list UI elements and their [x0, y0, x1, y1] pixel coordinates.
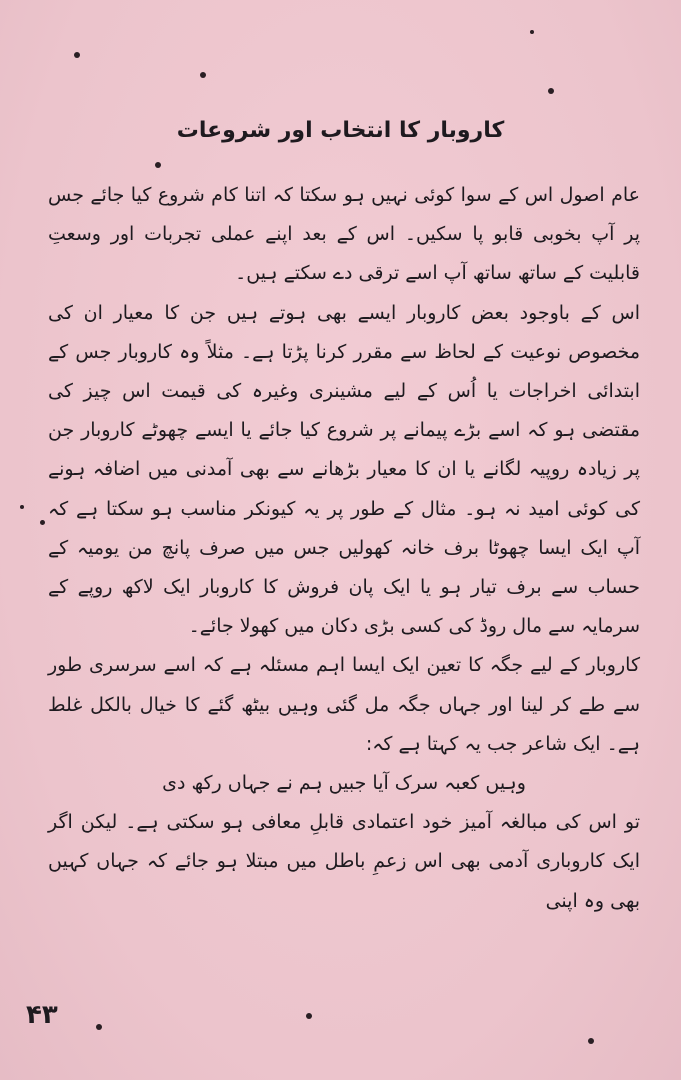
ink-speck — [306, 1013, 312, 1019]
paragraph: اس کے باوجود بعض کاروبار ایسے بھی ہوتے ہیں جن کا معیار ان کی مخصوص نوعیت کے لحاظ سے مقرر کرنا پڑتا ہے۔ مثلاً وہ کاروبار جس کے ابتدائی اخراجات یا اُس کے لیے مشینری وغیرہ کی قیمت اس چیز کی مقتضی ہو کہ اسے بڑے پیمانے پر شروع کیا جائے یا ایسے چھوٹے کاروبار جن پر زیادہ روپیہ لگانے یا ان کا معیار بڑھانے سے بھی آمدنی میں اضافہ ہونے کی کوئی امید نہ ہو۔ مثال کے طور پر یہ کیونکر مناسب ہو سکتا ہے کہ آپ ایک ایسا چھوٹا برف خانہ کھولیں جس میں صرف پانچ من یومیہ کے حساب سے برف تیار ہو یا ایک پان فروش کا کاروبار ایک لاکھ روپے کے سرمایہ سے مال روڈ کی کسی بڑی دکان میں کھولا جائے۔ — [48, 301, 640, 638]
page-number: ۴۳ — [26, 1000, 58, 1030]
ink-speck — [20, 505, 24, 509]
paragraph: عام اصول اس کے سوا کوئی نہیں ہو سکتا کہ اتنا کام شروع کیا جائے جس پر آپ بخوبی قابو پا سکیں۔ اس کے بعد اپنے عملی تجربات اور وسعتِ قابلیت کے ساتھ ساتھ آپ اسے ترقی دے سکتے ہیں۔ — [48, 184, 640, 285]
ink-speck — [200, 72, 206, 78]
ink-speck — [40, 520, 45, 525]
ink-speck — [74, 52, 80, 58]
verse-line: وہیں کعبہ سرک آیا جبیں ہم نے جہاں رکھ دی — [162, 772, 526, 795]
ink-speck — [548, 88, 554, 94]
body-text — [48, 176, 640, 921]
paragraph: تو اس کی مبالغہ آمیز خود اعتمادی قابلِ معافی ہو سکتی ہے۔ لیکن اگر ایک کاروباری آدمی بھی اس زعمِ باطل میں مبتلا ہو جائے کہ جہاں کہیں بھی وہ اپنی — [48, 811, 640, 912]
chapter-title: کاروبار کا انتخاب اور شروعات — [176, 118, 505, 143]
ink-speck — [155, 162, 161, 168]
ink-speck — [530, 30, 534, 34]
ink-speck — [588, 1038, 594, 1044]
ink-speck — [96, 1024, 102, 1030]
paragraph: کاروبار کے لیے جگہ کا تعین ایک ایسا اہم مسئلہ ہے کہ اسے سرسری طور سے طے کر لینا اور جہاں جگہ مل گئی وہیں بیٹھ گئے کا خیال بالکل غلط ہے۔ ایک شاعر جب یہ کہتا ہے کہ: — [48, 654, 640, 755]
